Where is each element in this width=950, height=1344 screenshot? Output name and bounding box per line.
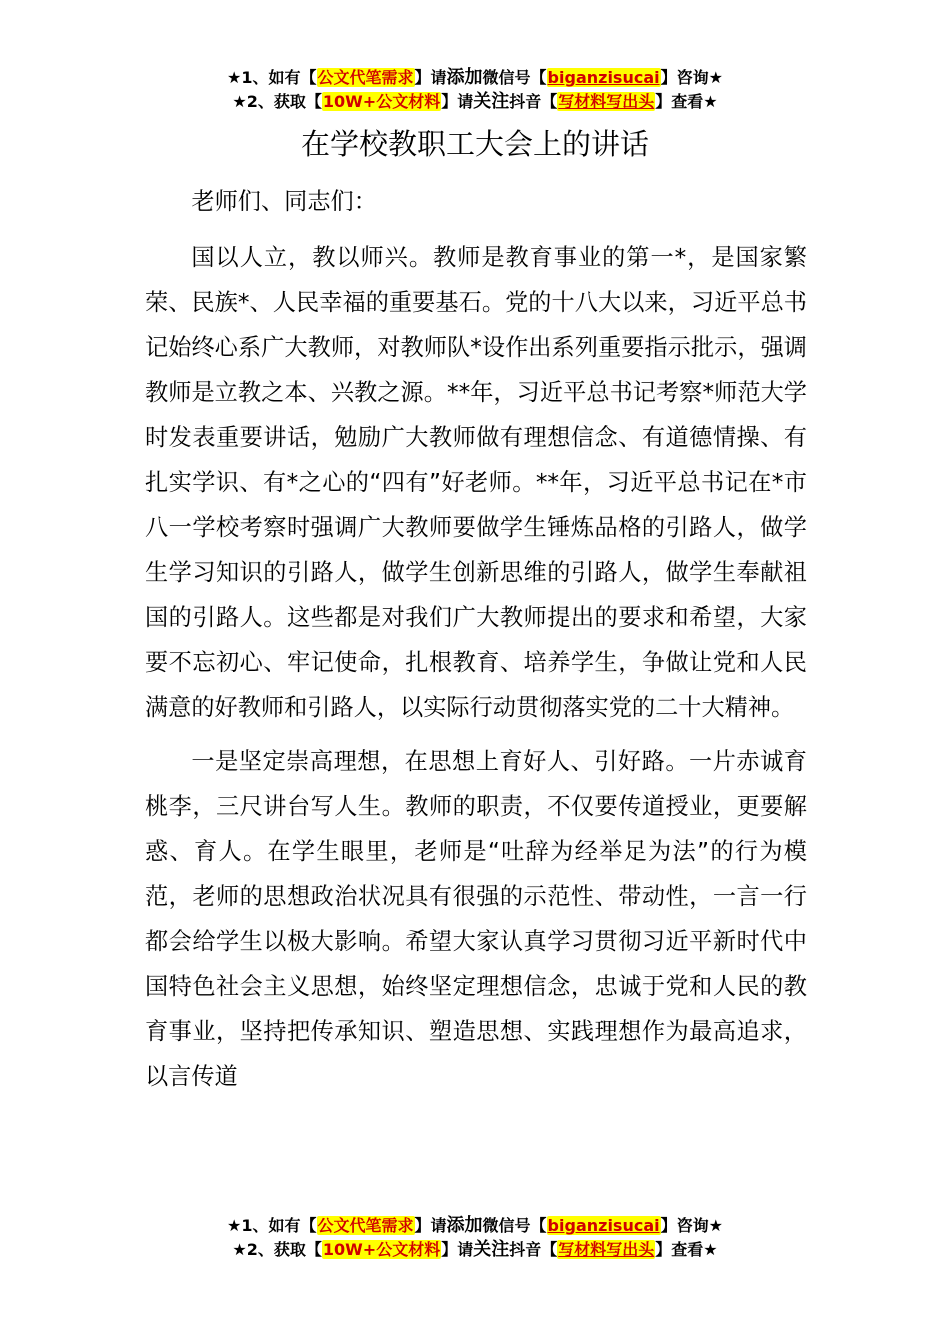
header-line-2 bbox=[0, 90, 950, 114]
douyin-highlight: 写材料写出头 bbox=[558, 1240, 655, 1259]
header-banner bbox=[0, 66, 950, 114]
banner-highlight: 10W+公文材料 bbox=[322, 92, 441, 111]
document-title: 在学校教职工大会上的讲话 bbox=[300, 127, 649, 161]
banner-text: 】查看★ bbox=[655, 1240, 718, 1259]
paragraph: 国以人立，教以师兴。教师是教育事业的第一*，是国家繁荣、民族*、人民幸福的重要基石。党的十八大以来，习近平总书记始终心系广大教师，对教师队*设作出系列重要指示批示，强调教师是立教之本、兴教之源。**年，习近平总书记考察*师范大学时发表重要讲话，勉励广大教师做有理想信念、有道德情操、有扎实学识、有*之心的“四有”好老师。**年，习近平总书记在*市八一学校考察时强调广大教师要做学生锤炼品格的引路人，做学生学习知识的引路人，做学生创新思维的引路人，做学生奉献祖国的引路人。这些都是对我们广大教师提出的要求和希望，大家要不忘初心、牢记使命，扎根教育、培养学生，争做让党和人民满意的好教师和引路人，以实际行动贯彻落实党的二十大精神。 bbox=[145, 244, 807, 721]
wechat-id-highlight: biganzisucai bbox=[547, 68, 660, 87]
banner-text: 抖音【 bbox=[509, 92, 558, 111]
banner-text: 】查看★ bbox=[655, 92, 718, 111]
banner-text: 】请 bbox=[414, 68, 447, 87]
banner-emphasis: 关注 bbox=[473, 91, 510, 112]
banner-highlight: 公文代笔需求 bbox=[317, 1216, 414, 1235]
banner-emphasis: 关注 bbox=[473, 1239, 510, 1260]
banner-text: ★2、获取【 bbox=[232, 92, 322, 111]
banner-emphasis: 添加 bbox=[446, 67, 483, 88]
banner-text: ★2、获取【 bbox=[232, 1240, 322, 1259]
banner-text: ★1、如有【 bbox=[227, 68, 317, 87]
banner-emphasis: 添加 bbox=[446, 1215, 483, 1236]
banner-text: 抖音【 bbox=[509, 1240, 558, 1259]
footer-banner bbox=[0, 1214, 950, 1262]
douyin-highlight: 写材料写出头 bbox=[558, 92, 655, 111]
banner-text: 微信号【 bbox=[482, 68, 547, 87]
banner-text: 】请 bbox=[414, 1216, 447, 1235]
footer-line-2 bbox=[0, 1238, 950, 1262]
banner-text: 微信号【 bbox=[482, 1216, 547, 1235]
banner-text: 】咨询★ bbox=[660, 68, 723, 87]
banner-text: 】请 bbox=[441, 1240, 474, 1259]
banner-text: 】请 bbox=[441, 92, 474, 111]
salutation: 老师们、同志们： bbox=[191, 188, 377, 215]
document-body bbox=[145, 179, 807, 1099]
banner-highlight: 10W+公文材料 bbox=[322, 1240, 441, 1259]
banner-text: ★1、如有【 bbox=[227, 1216, 317, 1235]
banner-highlight: 公文代笔需求 bbox=[317, 68, 414, 87]
banner-text: 】咨询★ bbox=[660, 1216, 723, 1235]
paragraph: 一是坚定崇高理想，在思想上育好人、引好路。一片赤诚育桃李，三尺讲台写人生。教师的职责，不仅要传道授业，更要解惑、育人。在学生眼里，老师是“吐辞为经举足为法”的行为模范，老师的思想政治状况具有很强的示范性、带动性，一言一行都会给学生以极大影响。希望大家认真学习贯彻习近平新时代中国特色社会主义思想，始终坚定理想信念，忠诚于党和人民的教育事业，坚持把传承知识、塑造思想、实践理想作为最高追求，以言传道 bbox=[145, 748, 807, 1090]
wechat-id-highlight: biganzisucai bbox=[547, 1216, 660, 1235]
header-line-1 bbox=[0, 66, 950, 90]
footer-line-1 bbox=[0, 1214, 950, 1238]
